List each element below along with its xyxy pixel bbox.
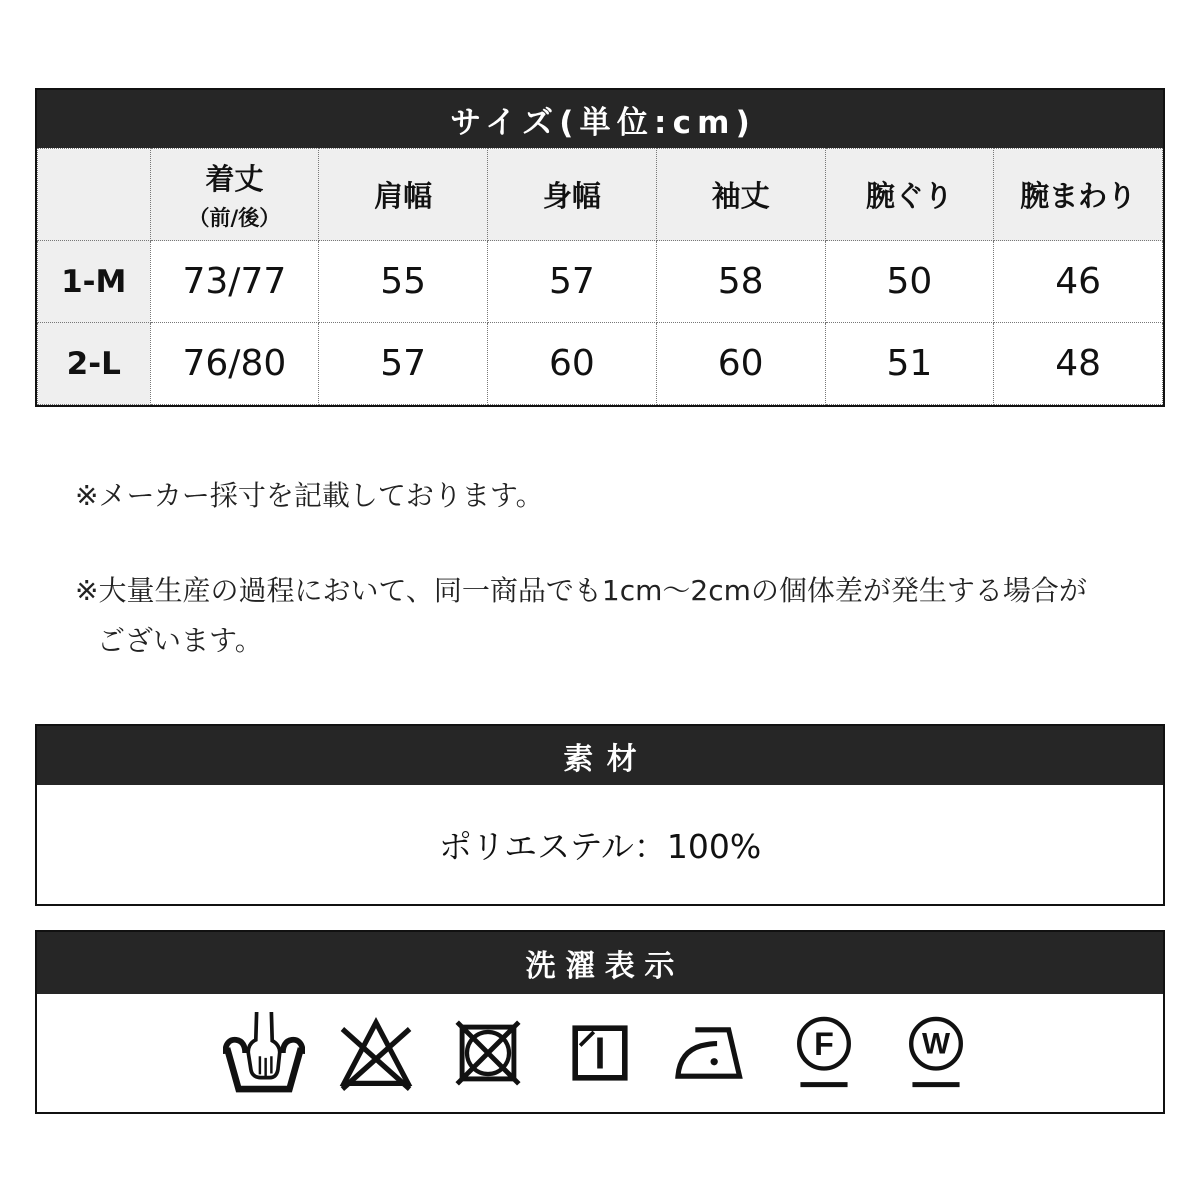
column-header-chest-width: 身幅 bbox=[488, 149, 657, 241]
dry-clean-letter: F bbox=[814, 1025, 834, 1062]
cell-2l-body-length: 76/80 bbox=[150, 323, 319, 405]
size-chart-title: サイズ(単位:cm) bbox=[450, 104, 757, 141]
size-table bbox=[37, 148, 1163, 405]
care-title-bar bbox=[37, 932, 1163, 994]
cell-1m-body-length: 73/77 bbox=[150, 241, 319, 323]
size-chart-section bbox=[35, 88, 1165, 407]
care-symbols-row bbox=[37, 994, 1163, 1112]
column-header-shoulder-width: 肩幅 bbox=[319, 149, 488, 241]
cell-1m-arm: 46 bbox=[994, 241, 1163, 323]
wet-clean-letter: W bbox=[921, 1027, 951, 1061]
note-individual-difference bbox=[75, 566, 1165, 666]
cell-2l-arm: 48 bbox=[994, 323, 1163, 405]
wet-clean-mild-icon bbox=[894, 997, 978, 1109]
cell-1m-sleeve: 58 bbox=[656, 241, 825, 323]
size-row-1m bbox=[38, 241, 1163, 323]
note-individual-difference-line1: ※大量生産の過程において、同一商品でも1cm〜2cmの個体差が発生する場合が bbox=[75, 574, 1087, 607]
column-header-arm-circumference: 腕まわり bbox=[994, 149, 1163, 241]
cell-1m-shoulder: 55 bbox=[319, 241, 488, 323]
do-not-tumble-dry-icon bbox=[446, 997, 530, 1109]
cell-2l-armhole: 51 bbox=[825, 323, 994, 405]
dry-clean-petroleum-mild-icon bbox=[782, 997, 866, 1109]
care-title: 洗濯表示 bbox=[525, 949, 684, 984]
note-individual-difference-line2: ございます。 bbox=[97, 624, 263, 657]
line-dry-in-shade-icon bbox=[558, 997, 642, 1109]
cell-1m-chest: 57 bbox=[488, 241, 657, 323]
cell-2l-shoulder: 57 bbox=[319, 323, 488, 405]
corner-cell bbox=[38, 149, 151, 241]
material-title: 素材 bbox=[563, 741, 651, 777]
care-section bbox=[35, 930, 1165, 1114]
do-not-bleach-icon bbox=[334, 997, 418, 1109]
note-manufacturer-measurement: ※メーカー採寸を記載しております。 bbox=[75, 479, 544, 512]
page bbox=[35, 0, 1165, 1114]
material-title-bar bbox=[37, 726, 1163, 785]
row-label-2l: 2-L bbox=[38, 323, 151, 405]
size-chart-title-bar bbox=[37, 90, 1163, 148]
row-label-1m: 1-M bbox=[38, 241, 151, 323]
iron-low-heat-icon bbox=[670, 997, 754, 1109]
size-table-header-row bbox=[38, 149, 1163, 241]
column-header-armhole: 腕ぐり bbox=[825, 149, 994, 241]
hand-wash-icon bbox=[222, 997, 306, 1109]
material-value: ポリエステル：100% bbox=[438, 827, 762, 866]
column-header-body-length-sub: （前/後） bbox=[188, 206, 281, 230]
cell-1m-armhole: 50 bbox=[825, 241, 994, 323]
notes-block bbox=[35, 479, 1165, 666]
size-row-2l bbox=[38, 323, 1163, 405]
cell-2l-chest: 60 bbox=[488, 323, 657, 405]
material-body bbox=[37, 785, 1163, 904]
column-header-sleeve-length: 袖丈 bbox=[656, 149, 825, 241]
cell-2l-sleeve: 60 bbox=[656, 323, 825, 405]
column-header-body-length: 着丈 （前/後） bbox=[150, 149, 319, 241]
material-section bbox=[35, 724, 1165, 906]
